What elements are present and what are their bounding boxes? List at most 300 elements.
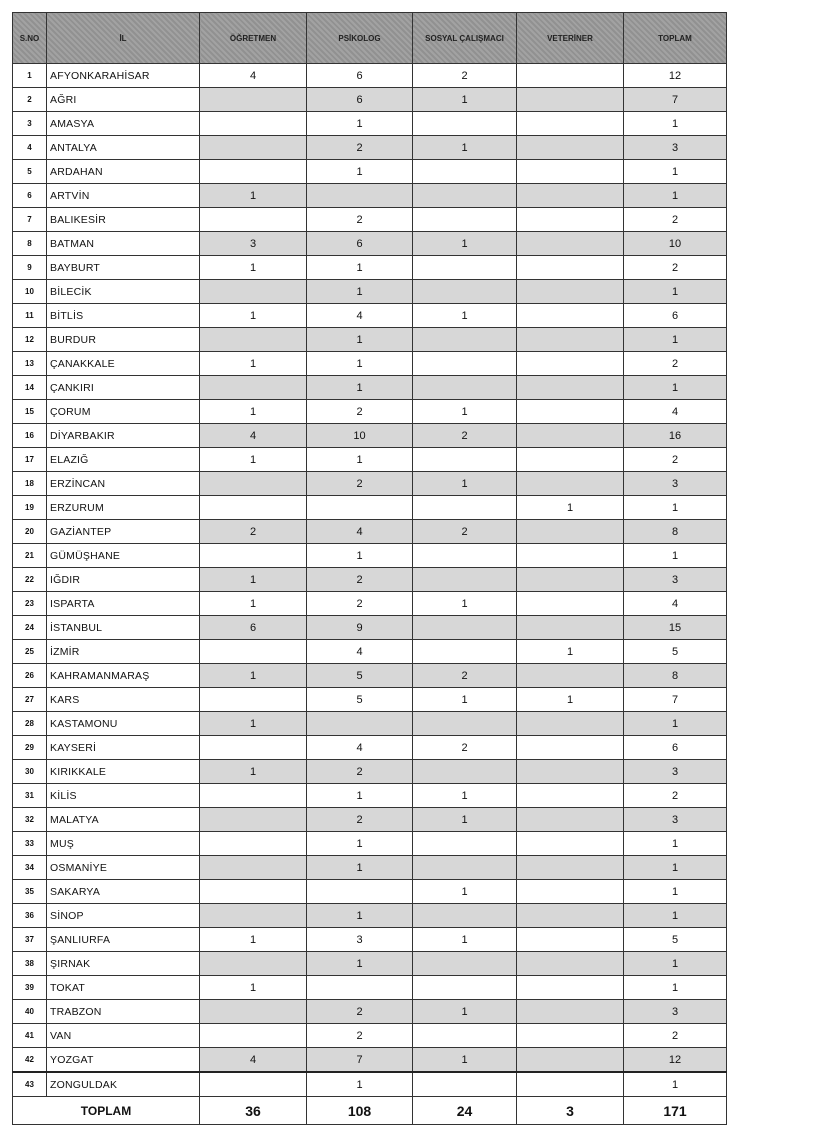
province-name: KİLİS	[47, 784, 200, 808]
sosyal-calismaci-count	[413, 976, 517, 1000]
row-total: 2	[624, 784, 727, 808]
psikolog-count: 2	[307, 208, 413, 232]
veteriner-count	[517, 712, 624, 736]
ogretmen-count	[200, 880, 307, 904]
row-number: 1	[13, 64, 47, 88]
row-number: 29	[13, 736, 47, 760]
row-total: 1	[624, 856, 727, 880]
table-row	[13, 520, 727, 544]
row-number: 20	[13, 520, 47, 544]
ogretmen-count	[200, 952, 307, 976]
psikolog-count: 1	[307, 1072, 413, 1097]
ogretmen-count	[200, 280, 307, 304]
row-number: 11	[13, 304, 47, 328]
header-no: S.NO	[13, 13, 47, 64]
row-number: 17	[13, 448, 47, 472]
row-number: 28	[13, 712, 47, 736]
psikolog-count	[307, 712, 413, 736]
psikolog-count: 5	[307, 688, 413, 712]
row-total: 5	[624, 928, 727, 952]
veteriner-count	[517, 760, 624, 784]
row-number: 4	[13, 136, 47, 160]
psikolog-count: 1	[307, 160, 413, 184]
table-row	[13, 976, 727, 1000]
row-total: 1	[624, 712, 727, 736]
province-name: KASTAMONU	[47, 712, 200, 736]
row-number: 15	[13, 400, 47, 424]
province-name: DİYARBAKIR	[47, 424, 200, 448]
sosyal-calismaci-count: 1	[413, 928, 517, 952]
province-name: ISPARTA	[47, 592, 200, 616]
sosyal-calismaci-count: 1	[413, 808, 517, 832]
row-number: 25	[13, 640, 47, 664]
psikolog-count: 4	[307, 640, 413, 664]
row-total: 1	[624, 160, 727, 184]
table-header	[13, 13, 727, 64]
ogretmen-count: 4	[200, 64, 307, 88]
row-number: 13	[13, 352, 47, 376]
table-row	[13, 280, 727, 304]
veteriner-count	[517, 808, 624, 832]
distribution-table	[12, 12, 727, 1125]
total-sosyal: 24	[413, 1097, 517, 1125]
province-name: KAHRAMANMARAŞ	[47, 664, 200, 688]
psikolog-count	[307, 880, 413, 904]
veteriner-count	[517, 904, 624, 928]
ogretmen-count: 1	[200, 400, 307, 424]
row-number: 22	[13, 568, 47, 592]
table-row	[13, 232, 727, 256]
sosyal-calismaci-count	[413, 832, 517, 856]
province-name: ÇANKIRI	[47, 376, 200, 400]
veteriner-count	[517, 592, 624, 616]
sosyal-calismaci-count: 2	[413, 64, 517, 88]
ogretmen-count	[200, 496, 307, 520]
ogretmen-count	[200, 328, 307, 352]
row-total: 1	[624, 328, 727, 352]
ogretmen-count	[200, 88, 307, 112]
veteriner-count	[517, 184, 624, 208]
row-total: 6	[624, 736, 727, 760]
province-name: SİNOP	[47, 904, 200, 928]
row-total: 2	[624, 208, 727, 232]
sosyal-calismaci-count: 1	[413, 880, 517, 904]
sosyal-calismaci-count: 1	[413, 688, 517, 712]
ogretmen-count	[200, 1072, 307, 1097]
veteriner-count	[517, 568, 624, 592]
row-total: 2	[624, 1024, 727, 1048]
psikolog-count: 2	[307, 760, 413, 784]
ogretmen-count	[200, 472, 307, 496]
ogretmen-count: 1	[200, 184, 307, 208]
row-number: 34	[13, 856, 47, 880]
row-total: 1	[624, 832, 727, 856]
province-name: MUŞ	[47, 832, 200, 856]
row-total: 5	[624, 640, 727, 664]
psikolog-count: 2	[307, 592, 413, 616]
veteriner-count: 1	[517, 688, 624, 712]
ogretmen-count	[200, 1000, 307, 1024]
ogretmen-count	[200, 376, 307, 400]
psikolog-count: 6	[307, 232, 413, 256]
row-total: 12	[624, 64, 727, 88]
province-name: ERZİNCAN	[47, 472, 200, 496]
veteriner-count	[517, 952, 624, 976]
psikolog-count: 9	[307, 616, 413, 640]
row-number: 7	[13, 208, 47, 232]
province-name: BURDUR	[47, 328, 200, 352]
province-name: ARTVİN	[47, 184, 200, 208]
psikolog-count: 6	[307, 88, 413, 112]
ogretmen-count: 1	[200, 304, 307, 328]
psikolog-count: 1	[307, 832, 413, 856]
row-number: 43	[13, 1072, 47, 1097]
province-name: BALIKESİR	[47, 208, 200, 232]
ogretmen-count: 1	[200, 760, 307, 784]
province-name: TRABZON	[47, 1000, 200, 1024]
psikolog-count: 4	[307, 736, 413, 760]
veteriner-count	[517, 256, 624, 280]
sosyal-calismaci-count	[413, 352, 517, 376]
row-number: 18	[13, 472, 47, 496]
psikolog-count: 1	[307, 544, 413, 568]
psikolog-count: 2	[307, 136, 413, 160]
row-total: 1	[624, 280, 727, 304]
table-row	[13, 712, 727, 736]
table-row	[13, 88, 727, 112]
province-name: GÜMÜŞHANE	[47, 544, 200, 568]
psikolog-count	[307, 184, 413, 208]
psikolog-count: 4	[307, 520, 413, 544]
psikolog-count: 7	[307, 1048, 413, 1073]
row-number: 36	[13, 904, 47, 928]
sosyal-calismaci-count: 2	[413, 736, 517, 760]
row-total: 4	[624, 400, 727, 424]
table-row	[13, 784, 727, 808]
veteriner-count	[517, 160, 624, 184]
header-psikolog: PSİKOLOG	[307, 13, 413, 64]
row-total: 8	[624, 664, 727, 688]
sosyal-calismaci-count	[413, 160, 517, 184]
psikolog-count: 1	[307, 352, 413, 376]
veteriner-count	[517, 232, 624, 256]
table-row	[13, 496, 727, 520]
row-number: 38	[13, 952, 47, 976]
province-name: İZMİR	[47, 640, 200, 664]
row-number: 23	[13, 592, 47, 616]
ogretmen-count: 1	[200, 256, 307, 280]
veteriner-count	[517, 352, 624, 376]
sosyal-calismaci-count	[413, 208, 517, 232]
total-veteriner: 3	[517, 1097, 624, 1125]
province-name: ŞIRNAK	[47, 952, 200, 976]
psikolog-count: 5	[307, 664, 413, 688]
ogretmen-count	[200, 784, 307, 808]
table-row	[13, 1024, 727, 1048]
table-row	[13, 1000, 727, 1024]
sosyal-calismaci-count	[413, 112, 517, 136]
sosyal-calismaci-count	[413, 544, 517, 568]
province-name: ŞANLIURFA	[47, 928, 200, 952]
psikolog-count: 2	[307, 1024, 413, 1048]
row-total: 1	[624, 952, 727, 976]
sosyal-calismaci-count	[413, 616, 517, 640]
table-row	[13, 64, 727, 88]
ogretmen-count	[200, 856, 307, 880]
veteriner-count	[517, 280, 624, 304]
table-row	[13, 136, 727, 160]
sosyal-calismaci-count: 2	[413, 520, 517, 544]
row-number: 32	[13, 808, 47, 832]
row-total: 2	[624, 352, 727, 376]
row-total: 1	[624, 496, 727, 520]
table-row	[13, 112, 727, 136]
ogretmen-count: 6	[200, 616, 307, 640]
province-name: YOZGAT	[47, 1048, 200, 1073]
ogretmen-count	[200, 640, 307, 664]
sosyal-calismaci-count	[413, 856, 517, 880]
province-name: ARDAHAN	[47, 160, 200, 184]
province-name: SAKARYA	[47, 880, 200, 904]
row-number: 30	[13, 760, 47, 784]
ogretmen-count	[200, 136, 307, 160]
psikolog-count	[307, 976, 413, 1000]
row-total: 4	[624, 592, 727, 616]
ogretmen-count	[200, 832, 307, 856]
veteriner-count	[517, 136, 624, 160]
psikolog-count: 1	[307, 280, 413, 304]
sosyal-calismaci-count	[413, 640, 517, 664]
row-number: 21	[13, 544, 47, 568]
table-row	[13, 904, 727, 928]
ogretmen-count	[200, 736, 307, 760]
table-row	[13, 736, 727, 760]
table-row	[13, 640, 727, 664]
sosyal-calismaci-count	[413, 256, 517, 280]
province-name: BATMAN	[47, 232, 200, 256]
table-row	[13, 760, 727, 784]
sosyal-calismaci-count	[413, 448, 517, 472]
ogretmen-count: 1	[200, 352, 307, 376]
province-name: OSMANİYE	[47, 856, 200, 880]
psikolog-count	[307, 496, 413, 520]
psikolog-count: 3	[307, 928, 413, 952]
row-number: 26	[13, 664, 47, 688]
ogretmen-count	[200, 904, 307, 928]
table-row	[13, 328, 727, 352]
sosyal-calismaci-count: 2	[413, 424, 517, 448]
veteriner-count	[517, 1048, 624, 1073]
row-number: 6	[13, 184, 47, 208]
province-name: ZONGULDAK	[47, 1072, 200, 1097]
total-label: TOPLAM	[13, 1097, 200, 1125]
psikolog-count: 1	[307, 952, 413, 976]
table-row	[13, 616, 727, 640]
veteriner-count	[517, 472, 624, 496]
row-number: 19	[13, 496, 47, 520]
veteriner-count	[517, 376, 624, 400]
veteriner-count	[517, 1072, 624, 1097]
province-name: KARS	[47, 688, 200, 712]
row-number: 31	[13, 784, 47, 808]
veteriner-count	[517, 1024, 624, 1048]
table-row	[13, 664, 727, 688]
ogretmen-count: 1	[200, 712, 307, 736]
veteriner-count	[517, 880, 624, 904]
sosyal-calismaci-count	[413, 760, 517, 784]
psikolog-count: 1	[307, 376, 413, 400]
table-row	[13, 256, 727, 280]
total-toplam: 171	[624, 1097, 727, 1125]
row-total: 1	[624, 376, 727, 400]
psikolog-count: 2	[307, 808, 413, 832]
veteriner-count	[517, 88, 624, 112]
ogretmen-count: 1	[200, 568, 307, 592]
row-total: 3	[624, 1000, 727, 1024]
sosyal-calismaci-count: 2	[413, 664, 517, 688]
table-row	[13, 304, 727, 328]
psikolog-count: 4	[307, 304, 413, 328]
row-number: 40	[13, 1000, 47, 1024]
ogretmen-count: 3	[200, 232, 307, 256]
row-total: 2	[624, 256, 727, 280]
psikolog-count: 1	[307, 784, 413, 808]
province-name: ANTALYA	[47, 136, 200, 160]
header-sosyal-calismaci: SOSYAL ÇALIŞMACI	[413, 13, 517, 64]
row-total: 3	[624, 472, 727, 496]
row-number: 3	[13, 112, 47, 136]
veteriner-count	[517, 112, 624, 136]
table-row	[13, 1072, 727, 1097]
psikolog-count: 10	[307, 424, 413, 448]
veteriner-count	[517, 400, 624, 424]
row-total: 1	[624, 544, 727, 568]
table-row	[13, 544, 727, 568]
table-row	[13, 832, 727, 856]
sosyal-calismaci-count: 1	[413, 472, 517, 496]
row-total: 10	[624, 232, 727, 256]
veteriner-count	[517, 1000, 624, 1024]
sosyal-calismaci-count: 1	[413, 136, 517, 160]
table-row	[13, 1048, 727, 1073]
table-row	[13, 448, 727, 472]
row-number: 24	[13, 616, 47, 640]
ogretmen-count: 1	[200, 448, 307, 472]
sosyal-calismaci-count: 1	[413, 1048, 517, 1073]
psikolog-count: 1	[307, 856, 413, 880]
veteriner-count	[517, 976, 624, 1000]
row-total: 1	[624, 880, 727, 904]
psikolog-count: 1	[307, 904, 413, 928]
row-total: 1	[624, 976, 727, 1000]
table-row	[13, 880, 727, 904]
row-number: 5	[13, 160, 47, 184]
total-ogretmen: 36	[200, 1097, 307, 1125]
sosyal-calismaci-count	[413, 904, 517, 928]
province-name: ELAZIĞ	[47, 448, 200, 472]
row-number: 10	[13, 280, 47, 304]
row-number: 2	[13, 88, 47, 112]
table-row	[13, 928, 727, 952]
province-name: VAN	[47, 1024, 200, 1048]
province-name: KIRIKKALE	[47, 760, 200, 784]
header-toplam: TOPLAM	[624, 13, 727, 64]
veteriner-count	[517, 520, 624, 544]
psikolog-count: 1	[307, 112, 413, 136]
row-total: 8	[624, 520, 727, 544]
row-total: 1	[624, 904, 727, 928]
province-name: İSTANBUL	[47, 616, 200, 640]
table-row	[13, 688, 727, 712]
veteriner-count	[517, 544, 624, 568]
veteriner-count	[517, 304, 624, 328]
table-row	[13, 472, 727, 496]
table-row	[13, 184, 727, 208]
row-number: 14	[13, 376, 47, 400]
row-number: 27	[13, 688, 47, 712]
row-number: 35	[13, 880, 47, 904]
row-number: 37	[13, 928, 47, 952]
sosyal-calismaci-count	[413, 1072, 517, 1097]
row-total: 1	[624, 184, 727, 208]
total-row	[13, 1097, 727, 1125]
province-name: GAZİANTEP	[47, 520, 200, 544]
veteriner-count	[517, 832, 624, 856]
row-number: 8	[13, 232, 47, 256]
table-row	[13, 376, 727, 400]
province-name: ÇORUM	[47, 400, 200, 424]
sosyal-calismaci-count	[413, 328, 517, 352]
header-ogretmen: ÖĞRETMEN	[200, 13, 307, 64]
veteriner-count	[517, 208, 624, 232]
row-total: 12	[624, 1048, 727, 1073]
sosyal-calismaci-count	[413, 952, 517, 976]
row-number: 16	[13, 424, 47, 448]
total-psikolog: 108	[307, 1097, 413, 1125]
sosyal-calismaci-count	[413, 712, 517, 736]
province-name: KAYSERİ	[47, 736, 200, 760]
province-name: TOKAT	[47, 976, 200, 1000]
row-total: 3	[624, 808, 727, 832]
table-row	[13, 952, 727, 976]
table-row	[13, 160, 727, 184]
veteriner-count	[517, 784, 624, 808]
sosyal-calismaci-count: 1	[413, 304, 517, 328]
table-row	[13, 856, 727, 880]
row-total: 1	[624, 112, 727, 136]
row-total: 3	[624, 760, 727, 784]
ogretmen-count: 1	[200, 928, 307, 952]
province-name: BİTLİS	[47, 304, 200, 328]
veteriner-count	[517, 64, 624, 88]
veteriner-count	[517, 928, 624, 952]
table-row	[13, 208, 727, 232]
psikolog-count: 1	[307, 256, 413, 280]
veteriner-count	[517, 664, 624, 688]
row-number: 33	[13, 832, 47, 856]
ogretmen-count: 4	[200, 424, 307, 448]
table-row	[13, 568, 727, 592]
veteriner-count	[517, 448, 624, 472]
ogretmen-count	[200, 808, 307, 832]
row-total: 2	[624, 448, 727, 472]
row-number: 12	[13, 328, 47, 352]
header-veteriner: VETERİNER	[517, 13, 624, 64]
table-row	[13, 352, 727, 376]
sosyal-calismaci-count	[413, 184, 517, 208]
ogretmen-count	[200, 160, 307, 184]
row-total: 15	[624, 616, 727, 640]
